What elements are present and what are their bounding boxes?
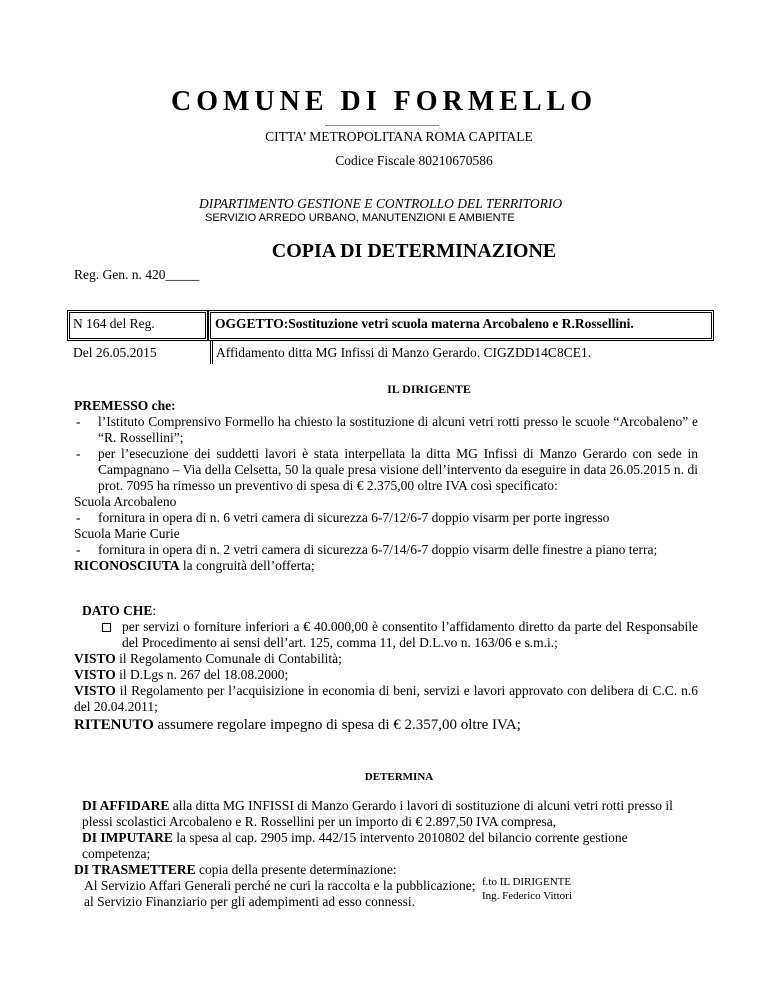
di-affidare: DI AFFIDARE alla ditta MG INFISSI di Manzo Gerardo i lavori di sostituzione di alcuni vetri rotti presso il plessi scolastici Arcobaleno e R. Rossellini per un importo di € 2.897,50 IVA compresa, (82, 798, 673, 829)
dato-che-label: DATO CHE: (82, 603, 157, 618)
visto-2: VISTO il D.Lgs n. 267 del 18.08.2000; (74, 667, 289, 682)
scuola-arcobaleno-item: - fornitura in opera di n. 6 vetri camera di sicurezza 6-7/12/6-7 doppio visarm per porte ingresso (74, 510, 698, 526)
scuola-marie-curie: Scuola Marie Curie (74, 526, 180, 541)
determina-heading: DETERMINA (364, 771, 434, 783)
premesso-item-2: - per l’esecuzione dei suddetti lavori è stata interpellata la ditta MG Infissi di Manzo Gerardo con sede in Campagnano – Via della Celsetta, 50 la quale presa visione dell’intervento da eseguire in data 26.05.2015 n. di prot. 7095 ha rimesso un preventivo di spesa di € 2.375,00 oltre IVA così specificato: (74, 446, 698, 494)
document-type-title: COPIA DI DETERMINAZIONE (271, 240, 557, 262)
title-underline (325, 125, 439, 126)
dato-che-section (74, 603, 698, 733)
premesso-item-1: - l’Istituto Comprensivo Formello ha chiesto la sostituzione di alcuni vetri rotti presso le scuole “Arcobaleno” e “R. Rossellini”; (74, 414, 698, 446)
dato-che-item: per servizi o forniture inferiori a € 40.000,00 è consentito l’affidamento diretto da parte del Responsabile del Procedimento ai sensi dell’art. 125, comma 11, del D.L.vo n. 163/06 e s.m.i.; (102, 619, 698, 651)
codice-fiscale: Codice Fiscale 80210670586 (335, 153, 493, 168)
del-date: Del 26.05.2015 (73, 345, 157, 360)
ritenuto: RITENUTO assumere regolare impegno di spesa di € 2.357,00 oltre IVA; (74, 717, 521, 733)
premesso-section (74, 398, 698, 574)
scuola-marie-curie-item: - fornitura in opera di n. 2 vetri camera di sicurezza 6-7/14/6-7 doppio visarm delle finestre a piano terra; (74, 542, 698, 558)
di-imputare: DI IMPUTARE la spesa al cap. 2905 imp. 442/15 intervento 2010802 del bilancio corrente gestione competenza; (82, 830, 628, 861)
visto-1: VISTO il Regolamento Comunale di Contabilità; (74, 651, 342, 666)
oggetto: OGGETTO:Sostituzione vetri scuola materna Arcobaleno e R.Rossellini. (215, 316, 634, 331)
il-dirigente-heading: IL DIRIGENTE (387, 382, 471, 396)
affidamento-line: Affidamento ditta MG Infissi di Manzo Gerardo. CIGZDD14C8CE1. (216, 345, 592, 360)
checkbox-bullet-icon (102, 623, 111, 632)
trasmettere-line-2: al Servizio Finanziario per gli adempimenti ad esso connessi. (84, 894, 416, 909)
trasmettere-line-1: Al Servizio Affari Generali perché ne curi la raccolta e la pubblicazione; (84, 878, 476, 893)
page-title: COMUNE DI FORMELLO (171, 86, 597, 117)
determina-section (74, 798, 698, 910)
signature-name: Ing. Federico Vittori (482, 890, 572, 902)
premesso-label: PREMESSO che: (74, 398, 176, 413)
citta-metropolitana: CITTA’ METROPOLITANA ROMA CAPITALE (265, 129, 533, 144)
dipartimento: DIPARTIMENTO GESTIONE E CONTROLLO DEL TERRITORIO (199, 196, 563, 211)
di-trasmettere: DI TRASMETTERE copia della presente determinazione: (74, 862, 397, 877)
visto-3: VISTO il Regolamento per l’acquisizione in economia di beni, servizi e lavori approvato con delibera di C.C. n.6 del 20.04.2011; (74, 683, 698, 714)
reg-number: N 164 del Reg. (73, 316, 155, 331)
reg-gen-number: Reg. Gen. n. 420_____ (74, 267, 200, 282)
scuola-arcobaleno: Scuola Arcobaleno (74, 494, 177, 509)
servizio: SERVIZIO ARREDO URBANO, MANUTENZIONI E AMBIENTE (205, 212, 515, 224)
riconosciuta: RICONOSCIUTA la congruità dell’offerta; (74, 558, 315, 573)
signature-title: f.to IL DIRIGENTE (482, 876, 572, 888)
